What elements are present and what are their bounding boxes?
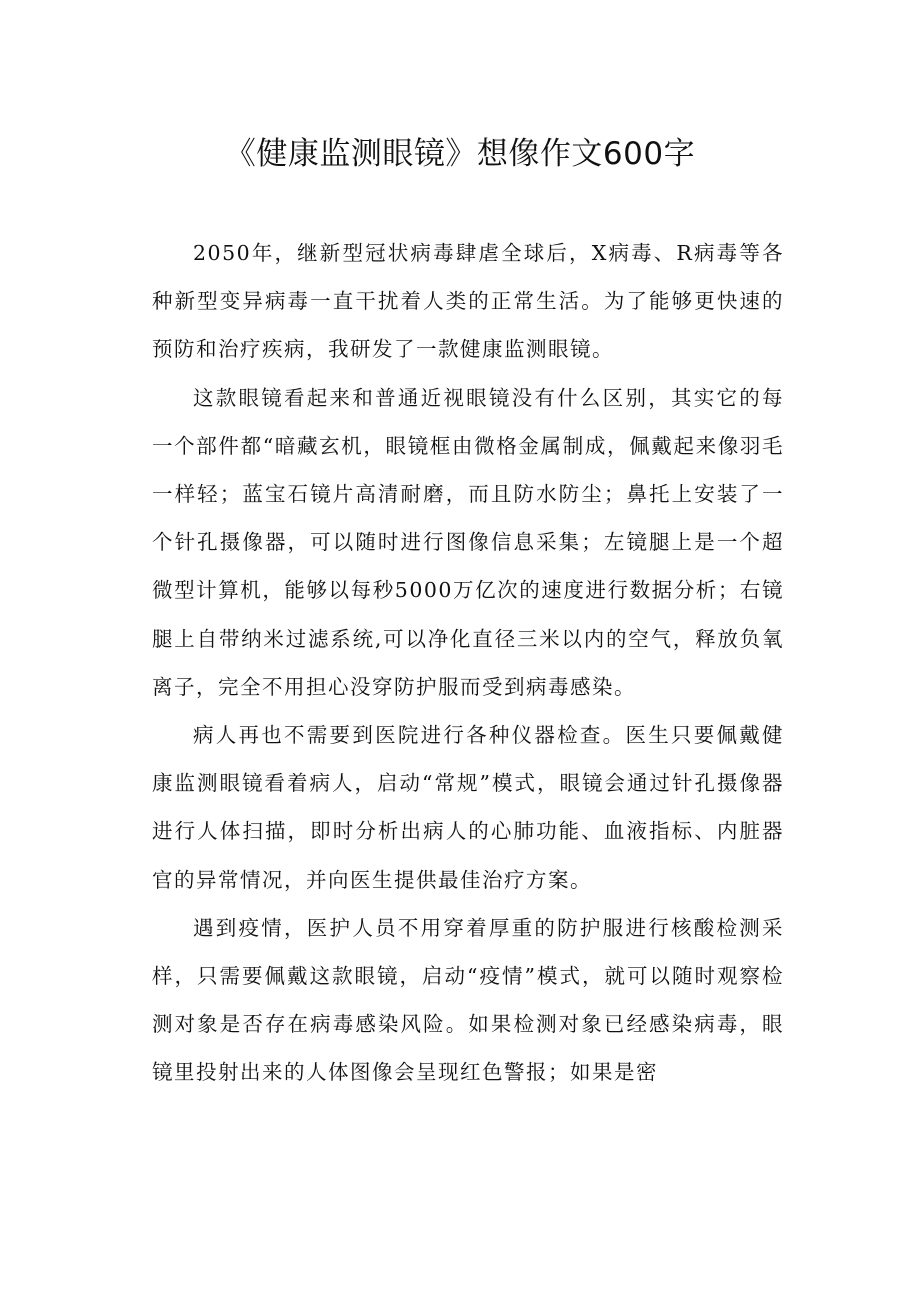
paragraph-2: 这款眼镜看起来和普通近视眼镜没有什么区别，其实它的每一个部件都“暗藏玄机，眼镜框由微格金属制成，佩戴起来像羽毛一样轻；蓝宝石镜片高清耐磨，而且防水防尘；鼻托上安装了一个针孔摄像器，可以随时进行图像信息采集；左镜腿上是一个超微型计算机，能够以每秒5000万亿次的速度进行数据分析；右镜腿上自带纳米过滤系统,可以净化直径三米以内的空气，释放负氧离子，完全不用担心没穿防护服而受到病毒感染。 xyxy=(152,385,784,699)
paragraph-1: 2050年，继新型冠状病毒肆虐全球后，X病毒、R病毒等各种新型变异病毒一直干扰着人类的正常生活。为了能够更快速的预防和治疗疾病，我研发了一款健康监测眼镜。 xyxy=(152,241,784,362)
paragraph-3: 病人再也不需要到医院进行各种仪器检查。医生只要佩戴健康监测眼镜看着病人，启动“常规”模式，眼镜会通过针孔摄像器进行人体扫描，即时分析出病人的心肺功能、血液指标、内脏器官的异常情况，并向医生提供最佳治疗方案。 xyxy=(152,723,784,892)
document-title: 《健康监测眼镜》想像作文600字 xyxy=(224,136,696,172)
document-body xyxy=(152,229,784,1097)
paragraph-4: 遇到疫情，医护人员不用穿着厚重的防护服进行核酸检测采样，只需要佩戴这款眼镜，启动“疫情”模式，就可以随时观察检测对象是否存在病毒感染风险。如果检测对象已经感染病毒，眼镜里投射出来的人体图像会呈现红色警报；如果是密 xyxy=(152,915,784,1085)
